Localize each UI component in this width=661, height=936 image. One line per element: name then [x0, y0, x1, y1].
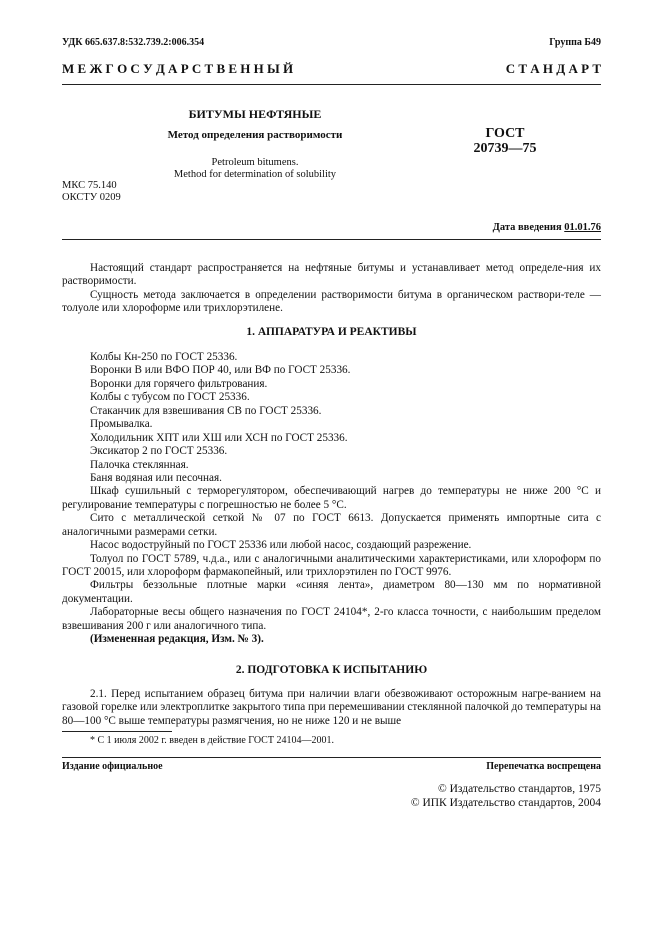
list-item: Холодильник ХПТ или ХШ или ХСН по ГОСТ 25336. [90, 431, 348, 444]
intro-paragraph: Настоящий стандарт распространяется на нефтяные битумы и устанавливает метод определе-ния их растворимости. [62, 262, 601, 288]
list-item: Насос водоструйный по ГОСТ 25336 или любой насос, создающий разрежение. [90, 539, 472, 552]
list-item: Колбы с тубусом по ГОСТ 25336. [90, 391, 250, 404]
list-item: Колбы Кн-250 по ГОСТ 25336. [90, 351, 238, 363]
section-1-list [62, 351, 601, 647]
list-item: Сито с металлической сеткой № 07 по ГОСТ 6613. Допускается применять импортные сита с аналогичными размерами сетки. [62, 512, 601, 538]
list-item: Толуол по ГОСТ 5789, ч.д.а., или с аналогичными аналитическими характеристиками, или хлороформ по ГОСТ 20015, или хлороформ фармакопейный, или трихлорэтилен по ГОСТ 9976. [62, 552, 601, 578]
introduction-date [493, 222, 601, 235]
document-title: БИТУМЫ НЕФТЯНЫЕ [188, 107, 322, 121]
banner-word-standard: С Т А Н Д А Р Т [505, 61, 601, 76]
section-2-body [62, 688, 601, 728]
oksty-code: ОКСТУ 0209 [62, 192, 121, 203]
banner-word-interstate: М Е Ж Г О С У Д А Р С Т В Е Н Н Ы Й [62, 61, 294, 76]
list-item: Стаканчик для взвешивания СВ по ГОСТ 25336. [90, 404, 322, 417]
date-label: Дата введения [492, 222, 562, 233]
footnote-rule [62, 731, 172, 732]
document-subtitle: Метод определения растворимости [167, 129, 343, 141]
copyright-1975: © Издательство стандартов, 1975 [437, 783, 601, 795]
list-item: Воронки для горячего фильтрования. [90, 377, 268, 390]
date-value: 01.01.76 [564, 222, 601, 233]
gost-number: 20739—75 [473, 141, 537, 156]
english-title-line-1: Petroleum bitumens. [211, 157, 299, 168]
list-item: Воронки В или ВФО ПОР 40, или ВФ по ГОСТ 25336. [90, 364, 351, 377]
group-code: Группа Б49 [549, 37, 601, 48]
list-item: Эксикатор 2 по ГОСТ 25336. [90, 445, 228, 458]
footnote: * С 1 июля 2002 г. введен в действие ГОСТ 24104—2001. [90, 735, 334, 746]
list-item: Шкаф сушильный с терморегулятором, обеспечивающий нагрев до температуры не ниже 200 °С и регулирование температуры с погрешностью не более 5 °С. [62, 485, 601, 511]
english-title-line-2: Method for determination of solubility [173, 169, 337, 180]
list-item: Фильтры беззольные плотные марки «синяя лента», диаметром 80—130 мм по нормативной документации. [62, 579, 601, 605]
header-rule [62, 84, 601, 85]
gost-label: ГОСТ [485, 126, 525, 141]
copyright-2004: © ИПК Издательство стандартов, 2004 [410, 797, 601, 809]
official-edition-label: Издание официальное [62, 761, 163, 772]
intro-paragraph: Сущность метода заключается в определении растворимости битума в органическом раствори-теле — толуоле или хлороформе или трихлорэтилене. [62, 288, 601, 315]
amendment-note: (Измененная редакция, Изм. № 3). [90, 633, 264, 646]
date-rule [62, 239, 601, 240]
list-item: Баня водяная или песочная. [90, 471, 222, 484]
list-item: Лабораторные весы общего назначения по ГОСТ 24104*, 2-го класса точности, с наибольшим пределом взвешивания 200 г или аналогичного типа. [62, 606, 601, 632]
reprint-prohibited-label: Перепечатка воспрещена [486, 761, 601, 772]
section-2-paragraph: 2.1. Перед испытанием образец битума при наличии влаги обезвоживают осторожным нагре-ванием на газовой горелке или электроплитке закрытого типа при перемешивании стеклянной палочкой до температуры на 80—100 °С выше температуры размягчения, но не ниже 120 и не выше [62, 688, 601, 727]
section-1-heading: 1. АППАРАТУРА И РЕАКТИВЫ [246, 326, 417, 338]
footer-rule [62, 757, 601, 758]
section-2-heading: 2. ПОДГОТОВКА К ИСПЫТАНИЮ [235, 664, 428, 676]
list-item: Промывалка. [90, 418, 153, 431]
mks-code: МКС 75.140 [62, 180, 117, 191]
intro-block [62, 262, 601, 316]
udk-code: УДК 665.637.8:532.739.2:006.354 [62, 37, 205, 48]
interstate-standard-banner [62, 61, 601, 77]
list-item: Палочка стеклянная. [90, 458, 189, 471]
